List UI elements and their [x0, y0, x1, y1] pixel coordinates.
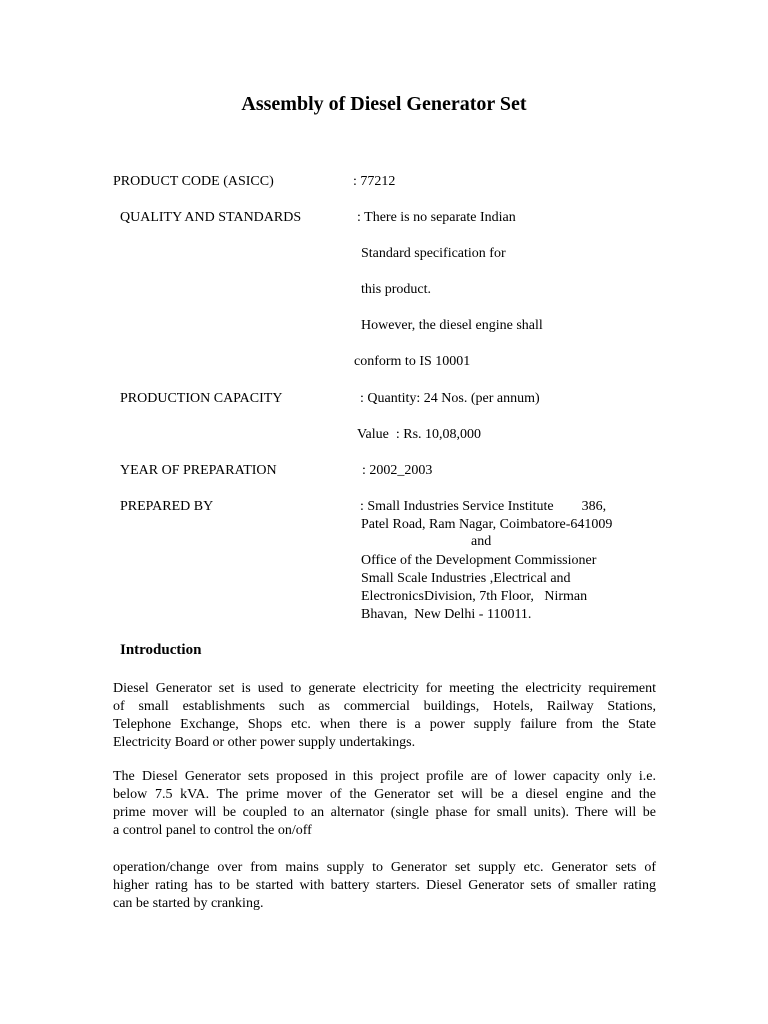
paragraph-line: Telephone Exchange, Shops etc. when there is a power supply failure from the State: [113, 717, 656, 732]
paragraph-line: The Diesel Generator sets proposed in this project profile are of lower capacity only i.e.: [113, 769, 656, 784]
product-code-label: PRODUCT CODE (ASICC): [113, 174, 274, 189]
quality-standards-label: QUALITY AND STANDARDS: [120, 210, 302, 225]
prepared-by-line: Office of the Development Commissioner: [361, 553, 597, 568]
prepared-by-line: : Small Industries Service Institute 386,: [360, 499, 607, 514]
introduction-heading: Introduction: [120, 642, 202, 658]
paragraph-line: below 7.5 kVA. The prime mover of the Generator set will be a diesel engine and the: [113, 787, 656, 802]
quality-standards-value-line: Standard specification for: [361, 246, 506, 261]
intro-paragraph: [113, 768, 656, 840]
quality-standards-value-line: conform to IS 10001: [354, 354, 471, 369]
prepared-by-line: ElectronicsDivision, 7th Floor, Nirman: [361, 589, 588, 604]
prepared-by-line: and: [471, 534, 492, 549]
quality-standards-value-line: However, the diesel engine shall: [361, 318, 543, 333]
production-capacity-value: Value : Rs. 10,08,000: [357, 427, 482, 442]
quality-standards-value-line: this product.: [361, 282, 431, 297]
intro-paragraph: [113, 859, 656, 913]
product-code-value: : 77212: [353, 174, 396, 189]
page-title: Assembly of Diesel Generator Set: [241, 93, 527, 115]
paragraph-line: of small establishments such as commercial buildings, Hotels, Railway Stations,: [113, 699, 656, 714]
paragraph-line: Electricity Board or other power supply undertakings.: [113, 735, 416, 750]
prepared-by-label: PREPARED BY: [120, 499, 214, 514]
paragraph-line: prime mover will be coupled to an alternator (single phase for small units). There will be: [113, 805, 656, 820]
prepared-by-line: Bhavan, New Delhi - 110011.: [361, 607, 532, 622]
production-capacity-quantity: : Quantity: 24 Nos. (per annum): [360, 391, 540, 406]
paragraph-line: operation/change over from mains supply to Generator set supply etc. Generator sets of: [113, 860, 656, 875]
paragraph-line: a control panel to control the on/off: [113, 823, 312, 838]
prepared-by-line: Patel Road, Ram Nagar, Coimbatore-641009: [361, 517, 613, 532]
year-of-preparation-value: : 2002_2003: [362, 463, 433, 478]
paragraph-line: can be started by cranking.: [113, 896, 264, 911]
intro-paragraph: [113, 680, 656, 752]
paragraph-line: Diesel Generator set is used to generate electricity for meeting the electricity requirement: [113, 681, 656, 696]
prepared-by-line: Small Scale Industries ,Electrical and: [361, 571, 571, 586]
year-of-preparation-label: YEAR OF PREPARATION: [120, 463, 277, 478]
quality-standards-value-line: : There is no separate Indian: [357, 210, 516, 225]
paragraph-line: higher rating has to be started with battery starters. Diesel Generator sets of smaller rating: [113, 878, 656, 893]
production-capacity-label: PRODUCTION CAPACITY: [120, 391, 283, 406]
